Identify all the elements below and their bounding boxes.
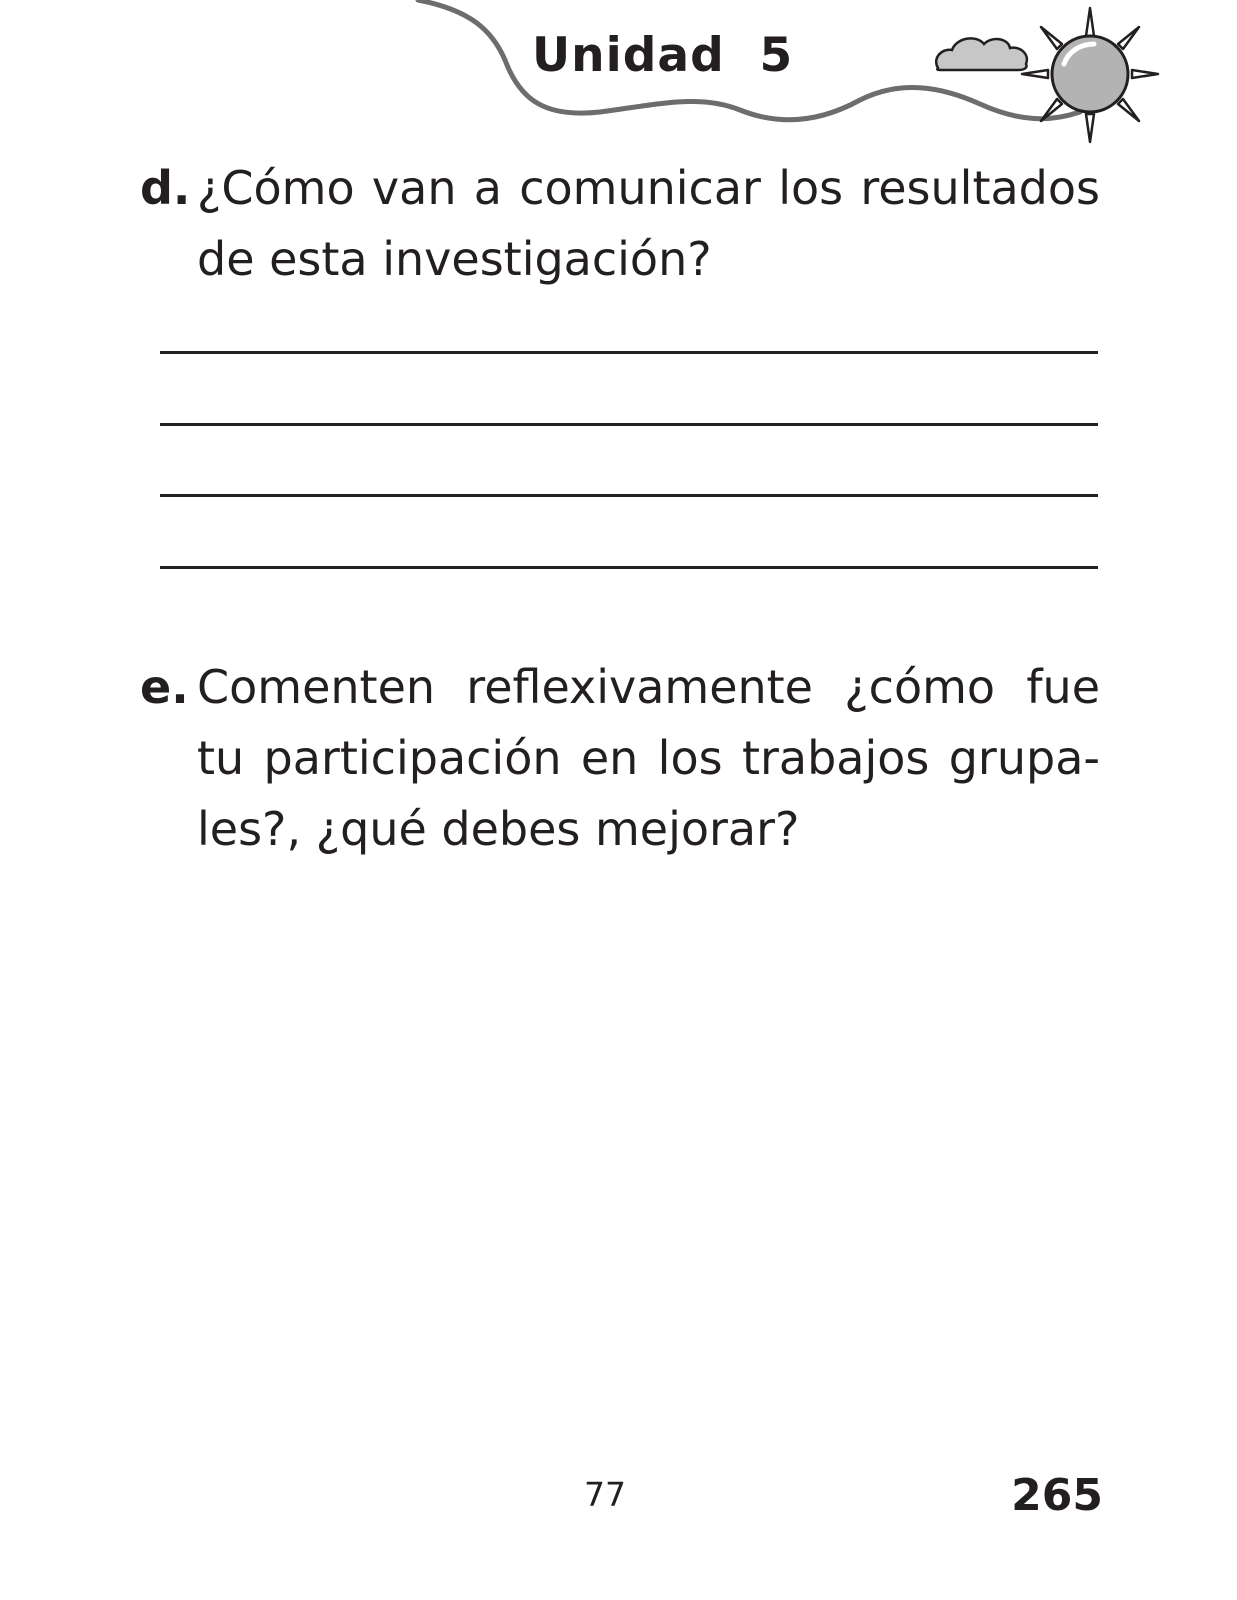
answer-line[interactable] (160, 494, 1098, 497)
question-text: ¿Cómo van a comunicar los resultados de esta investigación? (197, 161, 1100, 286)
page-number: 265 (1011, 1470, 1103, 1521)
answer-line[interactable] (160, 423, 1098, 426)
cloud-icon (936, 38, 1027, 70)
question-d (140, 153, 1100, 295)
unit-title: Unidad 5 (532, 28, 794, 83)
page-number-inner: 77 (584, 1475, 626, 1514)
question-e (140, 652, 1100, 865)
question-letter: d. (140, 161, 191, 215)
question-text: Comenten reflexivamente ¿cómo fue tu participación en los trabajos grupales?, ¿qué debes mejorar? (197, 660, 1100, 856)
answer-line[interactable] (160, 351, 1098, 354)
answer-line[interactable] (160, 566, 1098, 569)
question-letter: e. (140, 660, 189, 714)
sun-icon (1022, 8, 1158, 142)
